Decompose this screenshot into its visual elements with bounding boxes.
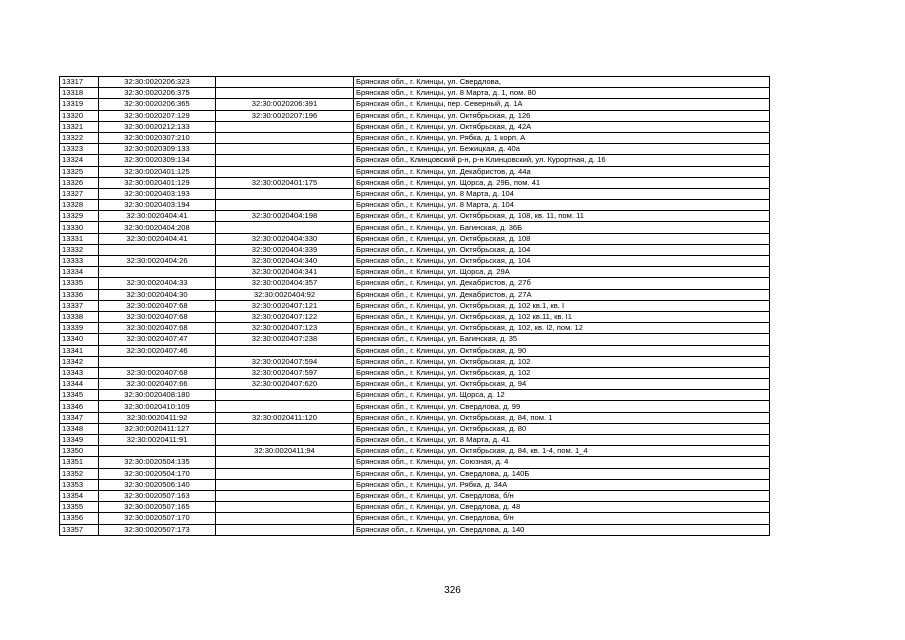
table-row [60, 99, 770, 110]
address-cell: Брянская обл., г. Клинцы, ул. Щорса, д. 12 [354, 390, 770, 401]
table-row [60, 300, 770, 311]
parent-cadastral-number-cell [216, 457, 354, 468]
cadastral-number-cell: 32:30:0020309:134 [99, 155, 216, 166]
parent-cadastral-number-cell [216, 77, 354, 88]
row-number-cell: 13342 [60, 356, 99, 367]
table-row [60, 77, 770, 88]
row-number-cell: 13355 [60, 502, 99, 513]
table-row [60, 367, 770, 378]
row-number-cell: 13333 [60, 256, 99, 267]
row-number-cell: 13322 [60, 132, 99, 143]
address-cell: Брянская обл., г. Клинцы, ул. Рябка, д. 1 корп. А [354, 132, 770, 143]
row-number-cell: 13327 [60, 188, 99, 199]
parent-cadastral-number-cell [216, 121, 354, 132]
row-number-cell: 13349 [60, 435, 99, 446]
row-number-cell: 13356 [60, 513, 99, 524]
row-number-cell: 13319 [60, 99, 99, 110]
address-cell: Брянская обл., г. Клинцы, ул. Бежицкая, д. 40а [354, 144, 770, 155]
parent-cadastral-number-cell: 32:30:0020207:196 [216, 110, 354, 121]
row-number-cell: 13341 [60, 345, 99, 356]
parent-cadastral-number-cell: 32:30:0020407:594 [216, 356, 354, 367]
address-cell: Брянская обл., г. Клинцы, ул. Багинская, д. 36Б [354, 222, 770, 233]
address-cell: Брянская обл., г. Клинцы, ул. Октябрьская, д. 102 кв.1, кв. I [354, 300, 770, 311]
parent-cadastral-number-cell [216, 490, 354, 501]
page-number: 326 [444, 585, 461, 596]
table-row [60, 211, 770, 222]
row-number-cell: 13353 [60, 479, 99, 490]
parent-cadastral-number-cell: 32:30:0020404:92 [216, 289, 354, 300]
address-cell: Брянская обл., г. Клинцы, ул. Свердлова, д. 99 [354, 401, 770, 412]
table-row [60, 267, 770, 278]
row-number-cell: 13324 [60, 155, 99, 166]
address-cell: Брянская обл., г. Клинцы, ул. Свердлова, д. 48 [354, 502, 770, 513]
row-number-cell: 13357 [60, 524, 99, 535]
cadastral-number-cell: 32:30:0020504:170 [99, 468, 216, 479]
address-cell: Брянская обл., г. Клинцы, ул. Октябрьская, д. 80 [354, 423, 770, 434]
table-row [60, 356, 770, 367]
parent-cadastral-number-cell [216, 502, 354, 513]
table-row [60, 200, 770, 211]
parent-cadastral-number-cell: 32:30:0020404:340 [216, 256, 354, 267]
cadastral-number-cell: 32:30:0020212:133 [99, 121, 216, 132]
parent-cadastral-number-cell [216, 188, 354, 199]
row-number-cell: 13336 [60, 289, 99, 300]
cadastral-number-cell: 32:30:0020411:91 [99, 435, 216, 446]
cadastral-number-cell: 32:30:0020404:208 [99, 222, 216, 233]
cadastral-number-cell: 32:30:0020411:127 [99, 423, 216, 434]
row-number-cell: 13347 [60, 412, 99, 423]
table-row [60, 311, 770, 322]
cadastral-number-cell [99, 267, 216, 278]
address-cell: Брянская обл., г. Клинцы, ул. Октябрьская, д. 94 [354, 379, 770, 390]
cadastral-number-cell: 32:30:0020407:68 [99, 367, 216, 378]
address-cell: Брянская обл., г. Клинцы, ул. Свердлова, д. 140Б [354, 468, 770, 479]
cadastral-number-cell: 32:30:0020407:66 [99, 379, 216, 390]
cadastral-number-cell: 32:30:0020404:33 [99, 278, 216, 289]
cadastral-number-cell: 32:30:0020411:92 [99, 412, 216, 423]
row-number-cell: 13329 [60, 211, 99, 222]
address-cell: Брянская обл., г. Клинцы, ул. Свердлова, б/н [354, 513, 770, 524]
address-cell: Брянская обл., г. Клинцы, ул. Октябрьская, д. 104 [354, 256, 770, 267]
parent-cadastral-number-cell [216, 345, 354, 356]
cadastral-number-cell: 32:30:0020407:46 [99, 345, 216, 356]
cadastral-number-cell: 32:30:0020407:47 [99, 334, 216, 345]
row-number-cell: 13326 [60, 177, 99, 188]
cadastral-number-cell: 32:30:0020403:194 [99, 200, 216, 211]
row-number-cell: 13328 [60, 200, 99, 211]
row-number-cell: 13335 [60, 278, 99, 289]
parent-cadastral-number-cell [216, 423, 354, 434]
table-row [60, 188, 770, 199]
row-number-cell: 13332 [60, 244, 99, 255]
cadastral-number-cell: 32:30:0020506:140 [99, 479, 216, 490]
row-number-cell: 13339 [60, 323, 99, 334]
address-cell: Брянская обл., г. Клинцы, ул. Октябрьская, д. 102 [354, 356, 770, 367]
address-cell: Брянская обл., г. Клинцы, ул. Декабристов, д. 27А [354, 289, 770, 300]
table-row [60, 289, 770, 300]
parent-cadastral-number-cell: 32:30:0020407:122 [216, 311, 354, 322]
parent-cadastral-number-cell: 32:30:0020404:357 [216, 278, 354, 289]
table-row [60, 423, 770, 434]
parent-cadastral-number-cell [216, 468, 354, 479]
row-number-cell: 13354 [60, 490, 99, 501]
address-cell: Брянская обл., г. Клинцы, ул. 8 Марта, д. 1, пом. 80 [354, 88, 770, 99]
address-cell: Брянская обл., г. Клинцы, ул. Октябрьская, д. 126 [354, 110, 770, 121]
table-row [60, 412, 770, 423]
row-number-cell: 13321 [60, 121, 99, 132]
parent-cadastral-number-cell: 32:30:0020411:94 [216, 446, 354, 457]
table-row [60, 345, 770, 356]
table-row [60, 379, 770, 390]
row-number-cell: 13352 [60, 468, 99, 479]
row-number-cell: 13348 [60, 423, 99, 434]
address-cell: Брянская обл., г. Клинцы, ул. Свердлова, д. 140 [354, 524, 770, 535]
parent-cadastral-number-cell [216, 200, 354, 211]
table-row [60, 155, 770, 166]
address-cell: Брянская обл., г. Клинцы, пер. Северный, д. 1А [354, 99, 770, 110]
row-number-cell: 13337 [60, 300, 99, 311]
cadastral-number-cell [99, 244, 216, 255]
row-number-cell: 13343 [60, 367, 99, 378]
cadastral-number-cell: 32:30:0020404:41 [99, 233, 216, 244]
address-cell: Брянская обл., г. Клинцы, ул. Октябрьская, д. 108 [354, 233, 770, 244]
table-row [60, 233, 770, 244]
row-number-cell: 13331 [60, 233, 99, 244]
row-number-cell: 13320 [60, 110, 99, 121]
cadastral-number-cell: 32:30:0020403:193 [99, 188, 216, 199]
cadastral-number-cell [99, 446, 216, 457]
parent-cadastral-number-cell [216, 132, 354, 143]
table-row [60, 110, 770, 121]
parent-cadastral-number-cell: 32:30:0020404:339 [216, 244, 354, 255]
table-row [60, 390, 770, 401]
table-row [60, 446, 770, 457]
table-row [60, 166, 770, 177]
row-number-cell: 13323 [60, 144, 99, 155]
cadastral-number-cell: 32:30:0020408:180 [99, 390, 216, 401]
cadastral-number-cell: 32:30:0020507:170 [99, 513, 216, 524]
table-row [60, 435, 770, 446]
cadastral-number-cell: 32:30:0020504:135 [99, 457, 216, 468]
cadastral-number-cell: 32:30:0020401:129 [99, 177, 216, 188]
address-cell: Брянская обл., г. Клинцы, ул. Октябрьская, д. 102, кв. I2, пом. 12 [354, 323, 770, 334]
address-cell: Брянская обл., г. Клинцы, ул. Щорса, д. 29Б, пом. 41 [354, 177, 770, 188]
address-cell: Брянская обл., г. Клинцы, ул. Багинская, д. 35 [354, 334, 770, 345]
address-cell: Брянская обл., г. Клинцы, ул. Октябрьская, д. 104 [354, 244, 770, 255]
address-cell: Брянская обл., г. Клинцы, ул. Октябрьская, д. 84, пом. 1 [354, 412, 770, 423]
parent-cadastral-number-cell [216, 479, 354, 490]
address-cell: Брянская обл., г. Клинцы, ул. 8 Марта, д. 104 [354, 188, 770, 199]
parent-cadastral-number-cell [216, 435, 354, 446]
table-row [60, 513, 770, 524]
row-number-cell: 13325 [60, 166, 99, 177]
table-row [60, 144, 770, 155]
table-row [60, 278, 770, 289]
row-number-cell: 13338 [60, 311, 99, 322]
parent-cadastral-number-cell [216, 155, 354, 166]
table-row [60, 490, 770, 501]
table-row [60, 121, 770, 132]
table-row [60, 244, 770, 255]
address-cell: Брянская обл., г. Клинцы, ул. Рябка, д. 34А [354, 479, 770, 490]
parent-cadastral-number-cell [216, 513, 354, 524]
cadastral-number-cell: 32:30:0020507:163 [99, 490, 216, 501]
cadastral-number-cell: 32:30:0020407:68 [99, 323, 216, 334]
address-cell: Брянская обл., г. Клинцы, ул. Свердлова, б/н [354, 490, 770, 501]
address-cell: Брянская обл., г. Клинцы, ул. Октябрьская, д. 108, кв. 11, пом. 11 [354, 211, 770, 222]
parent-cadastral-number-cell: 32:30:0020401:175 [216, 177, 354, 188]
address-cell: Брянская обл., г. Клинцы, ул. 8 Марта, д. 104 [354, 200, 770, 211]
cadastral-number-cell: 32:30:0020307:210 [99, 132, 216, 143]
registry-table [59, 76, 770, 536]
cadastral-number-cell: 32:30:0020404:26 [99, 256, 216, 267]
cadastral-number-cell: 32:30:0020404:41 [99, 211, 216, 222]
cadastral-number-cell: 32:30:0020207:129 [99, 110, 216, 121]
cadastral-number-cell: 32:30:0020507:165 [99, 502, 216, 513]
address-cell: Брянская обл., г. Клинцы, ул. Союзная, д. 4 [354, 457, 770, 468]
table-row [60, 457, 770, 468]
cadastral-number-cell: 32:30:0020309:133 [99, 144, 216, 155]
table-row [60, 524, 770, 535]
row-number-cell: 13334 [60, 267, 99, 278]
table-row [60, 177, 770, 188]
cadastral-number-cell: 32:30:0020407:68 [99, 300, 216, 311]
row-number-cell: 13317 [60, 77, 99, 88]
parent-cadastral-number-cell: 32:30:0020407:620 [216, 379, 354, 390]
cadastral-number-cell: 32:30:0020206:365 [99, 99, 216, 110]
row-number-cell: 13318 [60, 88, 99, 99]
table-row [60, 401, 770, 412]
row-number-cell: 13345 [60, 390, 99, 401]
address-cell: Брянская обл., г. Клинцы, ул. Декабристов, д. 44а [354, 166, 770, 177]
address-cell: Брянская обл., Клинцовский р-н, р-н Клинцовский, ул. Курортная, д. 16 [354, 155, 770, 166]
table-row [60, 468, 770, 479]
table-row [60, 502, 770, 513]
cadastral-number-cell: 32:30:0020401:125 [99, 166, 216, 177]
parent-cadastral-number-cell [216, 144, 354, 155]
address-cell: Брянская обл., г. Клинцы, ул. Свердлова, [354, 77, 770, 88]
parent-cadastral-number-cell [216, 524, 354, 535]
table-row [60, 323, 770, 334]
address-cell: Брянская обл., г. Клинцы, ул. Щорса, д. 29А [354, 267, 770, 278]
row-number-cell: 13340 [60, 334, 99, 345]
parent-cadastral-number-cell: 32:30:0020407:123 [216, 323, 354, 334]
address-cell: Брянская обл., г. Клинцы, ул. Октябрьская, д. 90 [354, 345, 770, 356]
row-number-cell: 13351 [60, 457, 99, 468]
address-cell: Брянская обл., г. Клинцы, ул. Октябрьская, д. 102 [354, 367, 770, 378]
parent-cadastral-number-cell: 32:30:0020404:198 [216, 211, 354, 222]
cadastral-number-cell: 32:30:0020407:68 [99, 311, 216, 322]
table-row [60, 334, 770, 345]
table-row [60, 479, 770, 490]
table-row [60, 256, 770, 267]
parent-cadastral-number-cell [216, 222, 354, 233]
parent-cadastral-number-cell: 32:30:0020404:341 [216, 267, 354, 278]
parent-cadastral-number-cell: 32:30:0020206:391 [216, 99, 354, 110]
parent-cadastral-number-cell: 32:30:0020407:597 [216, 367, 354, 378]
row-number-cell: 13346 [60, 401, 99, 412]
address-cell: Брянская обл., г. Клинцы, ул. Октябрьская, д. 102 кв.11, кв. I1 [354, 311, 770, 322]
row-number-cell: 13350 [60, 446, 99, 457]
row-number-cell: 13330 [60, 222, 99, 233]
table-row [60, 132, 770, 143]
parent-cadastral-number-cell: 32:30:0020407:238 [216, 334, 354, 345]
cadastral-number-cell: 32:30:0020206:375 [99, 88, 216, 99]
registry-table-body [60, 77, 770, 536]
row-number-cell: 13344 [60, 379, 99, 390]
address-cell: Брянская обл., г. Клинцы, ул. 8 Марта, д. 41 [354, 435, 770, 446]
cadastral-number-cell: 32:30:0020410:109 [99, 401, 216, 412]
address-cell: Брянская обл., г. Клинцы, ул. Декабристов, д. 27б [354, 278, 770, 289]
address-cell: Брянская обл., г. Клинцы, ул. Октябрьская, д. 84, кв. 1-4, пом. 1_4 [354, 446, 770, 457]
parent-cadastral-number-cell [216, 88, 354, 99]
cadastral-number-cell: 32:30:0020404:30 [99, 289, 216, 300]
address-cell: Брянская обл., г. Клинцы, ул. Октябрьская, д. 42А [354, 121, 770, 132]
parent-cadastral-number-cell: 32:30:0020411:120 [216, 412, 354, 423]
parent-cadastral-number-cell: 32:30:0020404:330 [216, 233, 354, 244]
cadastral-number-cell: 32:30:0020206:323 [99, 77, 216, 88]
parent-cadastral-number-cell [216, 166, 354, 177]
cadastral-number-cell: 32:30:0020507:173 [99, 524, 216, 535]
parent-cadastral-number-cell: 32:30:0020407:121 [216, 300, 354, 311]
parent-cadastral-number-cell [216, 401, 354, 412]
parent-cadastral-number-cell [216, 390, 354, 401]
table-row [60, 222, 770, 233]
cadastral-number-cell [99, 356, 216, 367]
table-row [60, 88, 770, 99]
